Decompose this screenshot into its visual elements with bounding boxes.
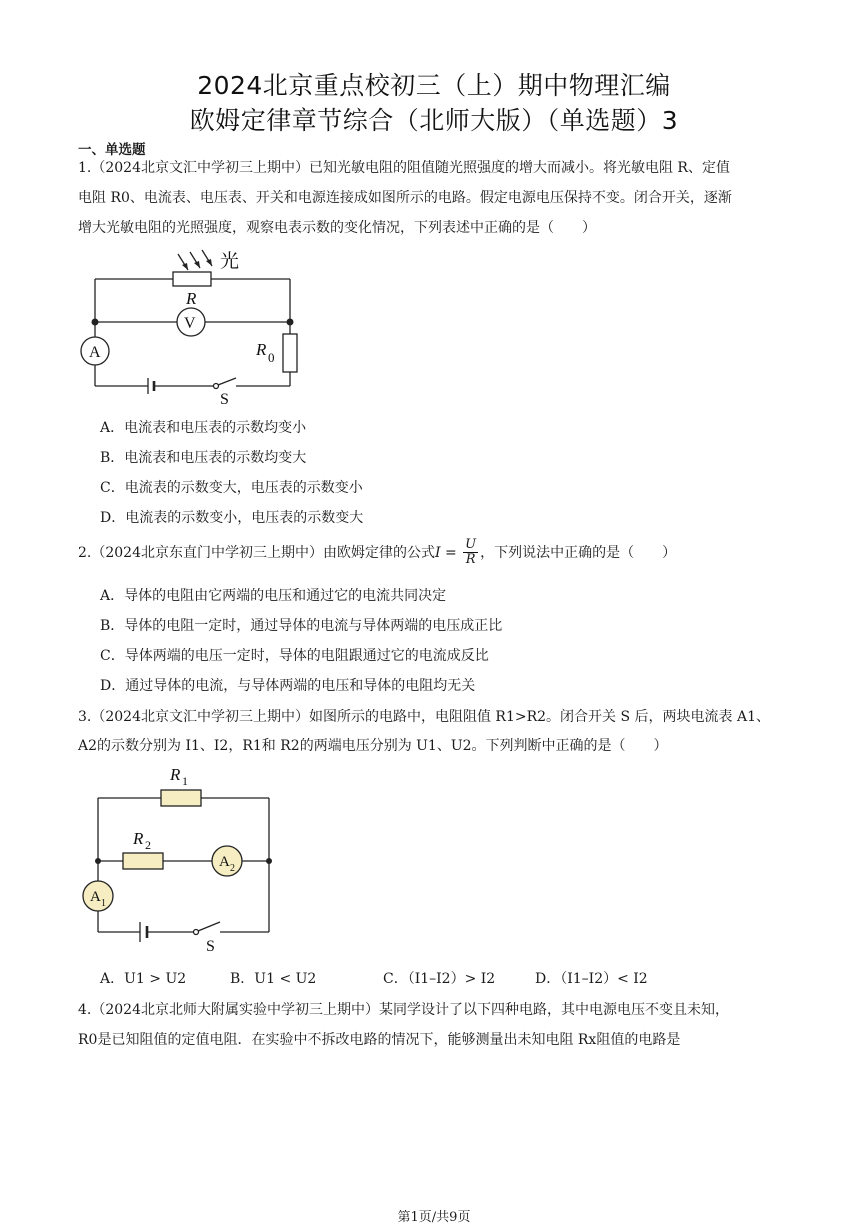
r2-label: R — [133, 829, 144, 848]
a2-label: A — [219, 854, 230, 870]
q1-line-1: 1.（2024北京文汇中学初三上期中）已知光敏电阻的阻值随光照强度的增大而减小。将光敏电阻 R、定值 — [78, 160, 730, 176]
title-line-2: 欧姆定律章节综合（北师大版）（单选题）3 — [189, 106, 679, 135]
voltmeter-label: V — [184, 315, 196, 332]
q1-line-3: 增大光敏电阻的光照强度，观察电表示数的变化情况，下列表述中正确的是（ ） — [78, 220, 596, 236]
fraction-numerator: U — [465, 537, 477, 552]
q2-option-a[interactable]: A．导体的电阻由它两端的电压和通过它的电流共同决定 — [100, 588, 447, 604]
q3-option-d[interactable]: D．（I1–I2）< I2 — [535, 971, 648, 987]
section-heading: 一、单选题 — [78, 142, 146, 158]
q1-line-2: 电阻 R0、电流表、电压表、开关和电源连接成如图所示的电路。假定电源电压保持不变。闭合开关，逐渐 — [78, 190, 732, 206]
page-footer: 第1页/共9页 — [397, 1210, 471, 1225]
r1-label: R — [170, 765, 181, 784]
ohm-law-fraction — [463, 538, 478, 568]
a2-subscript: 2 — [230, 863, 235, 874]
q1-option-c[interactable]: C．电流表的示数变大，电压表的示数变小 — [100, 480, 363, 496]
formula-equals: = — [440, 544, 462, 561]
q3-option-b[interactable]: B．U1 < U2 — [230, 971, 317, 987]
r0-label: R — [256, 340, 267, 359]
q4-line-1: 4.（2024北京北师大附属实验中学初三上期中）某同学设计了以下四种电路，其中电源电压不变且未知， — [78, 1002, 729, 1018]
switch-label: S — [206, 938, 215, 955]
q4-line-2: R0是已知阻值的定值电阻．在实验中不拆改电路的情况下，能够测量出未知电阻 Rx阻值的电路是 — [78, 1032, 681, 1048]
r-label: R — [186, 289, 197, 308]
ammeter-label: A — [89, 344, 101, 361]
resistor-r2 — [123, 853, 163, 869]
title-line-1: 2024北京重点校初三（上）期中物理汇编 — [197, 71, 671, 100]
q3-line-1: 3.（2024北京文汇中学初三上期中）如图所示的电路中，电阻阻值 R1>R2。闭合开关 S 后，两块电流表 A1、 — [78, 709, 771, 725]
r2-subscript: 2 — [145, 838, 151, 852]
a1-subscript: 1 — [101, 898, 106, 909]
r0-subscript: 0 — [268, 350, 275, 365]
q2-option-c[interactable]: C．导体两端的电压一定时，导体的电阻跟通过它的电流成反比 — [100, 648, 489, 664]
q3-line-2: A2的示数分别为 I1、I2，R1和 R2的两端电压分别为 U1、U2。下列判断中正确的是（ ） — [78, 738, 668, 754]
q2-stem — [78, 538, 676, 568]
r1-subscript: 1 — [182, 774, 188, 788]
q2-text-before: 2.（2024北京东直门中学初三上期中）由欧姆定律的公式 — [78, 544, 435, 561]
fraction-denominator: R — [465, 552, 476, 568]
q1-option-b[interactable]: B．电流表和电压表的示数均变大 — [100, 450, 307, 466]
q3-circuit-diagram — [78, 760, 288, 960]
q2-text-after: ，下列说法中正确的是（ ） — [480, 544, 677, 561]
a1-label: A — [90, 889, 101, 905]
formula-lhs: I — [435, 544, 441, 561]
switch-label: S — [220, 391, 229, 407]
q2-option-b[interactable]: B．导体的电阻一定时，通过导体的电流与导体两端的电压成正比 — [100, 618, 503, 634]
q1-circuit-diagram — [78, 242, 338, 407]
q1-option-d[interactable]: D．电流表的示数变小，电压表的示数变大 — [100, 510, 364, 526]
resistor-r0 — [283, 334, 297, 372]
light-label: 光 — [220, 251, 240, 272]
resistor-r1 — [161, 790, 201, 806]
q3-option-a[interactable]: A．U1 > U2 — [100, 971, 187, 987]
q1-option-a[interactable]: A．电流表和电压表的示数均变小 — [100, 420, 307, 436]
photoresistor-r — [173, 272, 211, 286]
q2-option-d[interactable]: D．通过导体的电流，与导体两端的电压和导体的电阻均无关 — [100, 678, 476, 694]
q3-option-c[interactable]: C．（I1–I2）> I2 — [383, 971, 496, 987]
